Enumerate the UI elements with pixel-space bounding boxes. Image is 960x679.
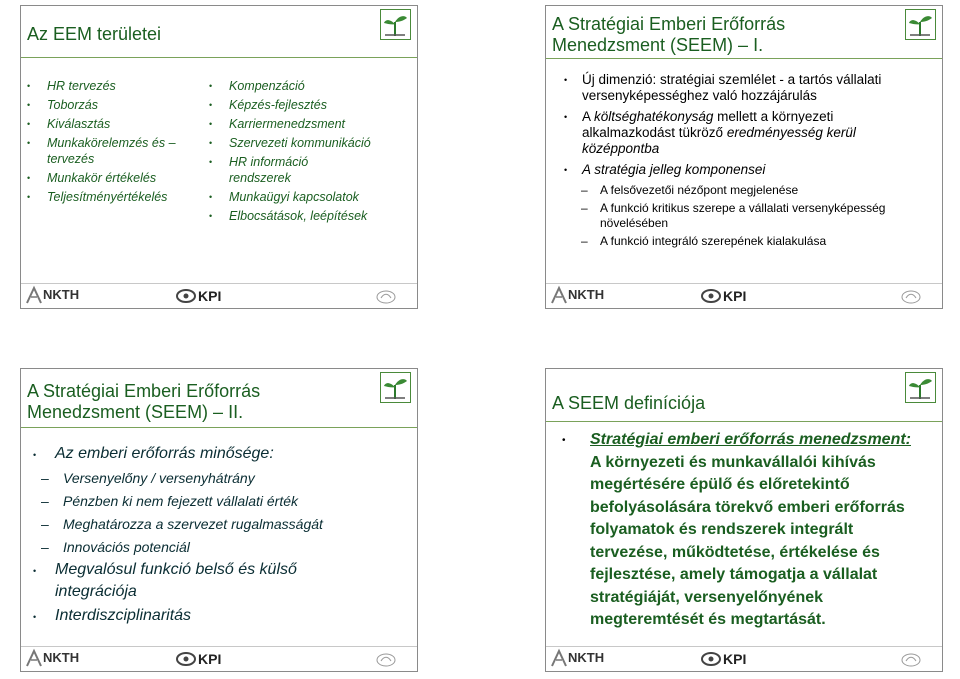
- slide-title: A SEEM definíciója: [552, 393, 706, 413]
- list-item: • A költséghatékonyság mellett a környezeti alkalmazkodást tükröző eredményesség kerül középpontba: [564, 109, 856, 156]
- list-item: • Elbocsátások, leépítések: [209, 209, 368, 223]
- sub-list-item: – Innovációs potenciál: [41, 539, 190, 555]
- list-item: • Karriermenedzsment: [209, 117, 346, 131]
- areas-list-left: [27, 78, 187, 208]
- list-item: • Stratégiai emberi erőforrás menedzsment: A környezeti és munkavállalói kihívás megértésére épülő és előretekintő befolyásolására törekvő emberi erőforrás folyamatok és rendszerek integrált tervezése, működtetése, értékelése és fejlesztése, amely támogatja a vállalat stratégiáját, versenyelőnyének megteremtését és megtartását.: [562, 431, 911, 628]
- list-item: • Képzés-fejlesztés: [209, 98, 327, 112]
- seem-1-list: [564, 72, 916, 252]
- list-item: • Munkakör értékelés: [27, 171, 157, 185]
- slide-footer: [21, 283, 417, 308]
- nkth-logo: NKTH: [25, 285, 85, 305]
- list-item: • Interdiszciplinaritás: [33, 607, 192, 624]
- slide-seem-definition: [545, 368, 943, 672]
- slide-title: Az EEM területei: [27, 24, 162, 44]
- list-item: • Toborzás: [27, 98, 98, 112]
- list-item: • Kompenzáció: [209, 79, 305, 93]
- slide-title: A Stratégiai Emberi Erőforrás Menedzsment (SEEM) – I.: [552, 14, 786, 55]
- seem-2-list: [33, 443, 403, 629]
- stamp-icon: [900, 650, 922, 668]
- slide-eem-areas: [20, 5, 418, 309]
- list-item: • Új dimenzió: stratégiai szemlélet - a tartós vállalati versenyképességhez való hozzájárulás: [564, 72, 882, 103]
- sub-list-item: – Pénzben ki nem fejezett vállalati érték: [41, 493, 299, 509]
- defined-term: Stratégiai emberi erőforrás menedzsment:: [590, 431, 911, 448]
- title-divider: [21, 57, 417, 58]
- slide-seem-1: [545, 5, 943, 309]
- slide-title: A Stratégiai Emberi Erőforrás Menedzsment (SEEM) – II.: [27, 381, 261, 422]
- slide-footer: [546, 283, 942, 308]
- sprout-logo-icon: [905, 372, 936, 403]
- definition-text: A környezeti és munkavállalói kihívás megértésére épülő és előretekintő befolyásolására törekvő emberi erőforrás folyamatok és rendszerek integrált tervezése, működtetése, értékelése és fejlesztése, amely támogatja a vállalat stratégiáját, versenyelőnyének megteremtését és megtartását.: [590, 453, 905, 628]
- list-item: • Az emberi erőforrás minősége:: [33, 445, 274, 462]
- list-item: • Szervezeti kommunikáció: [209, 136, 371, 150]
- kpi-logo: KPI: [701, 650, 761, 668]
- list-item: • HR tervezés: [27, 79, 116, 93]
- sub-list-item: – A funkció integráló szerepének kialakulása: [581, 234, 827, 248]
- sprout-logo-icon: [380, 9, 411, 40]
- nkth-logo: NKTH: [550, 648, 610, 668]
- kpi-logo: KPI: [176, 650, 236, 668]
- sub-list-item: – Meghatározza a szervezet rugalmasságát: [41, 516, 323, 532]
- areas-list-right: [209, 78, 409, 227]
- slide-footer: [21, 646, 417, 671]
- list-item: • Munkakörelemzés és – tervezés: [27, 136, 176, 166]
- title-divider: [21, 427, 417, 428]
- slide-footer: [546, 646, 942, 671]
- seem-definition-list: [562, 429, 918, 632]
- sub-list-item: – A funkció kritikus szerepe a vállalati versenyképesség növelésében: [581, 201, 886, 230]
- stamp-icon: [375, 287, 397, 305]
- nkth-logo: NKTH: [25, 648, 85, 668]
- sprout-logo-icon: [905, 9, 936, 40]
- sprout-logo-icon: [380, 372, 411, 403]
- slide-seem-2: [20, 368, 418, 672]
- kpi-logo: KPI: [176, 287, 236, 305]
- stamp-icon: [900, 287, 922, 305]
- list-item: • Kiválasztás: [27, 117, 111, 131]
- list-item: • A stratégia jelleg komponensei: [564, 162, 766, 177]
- sub-list-item: – Versenyelőny / versenyhátrány: [41, 470, 255, 486]
- title-divider: [546, 421, 942, 422]
- list-item: • Teljesítményértékelés: [27, 190, 168, 204]
- nkth-logo: NKTH: [550, 285, 610, 305]
- list-item: • HR információ rendszerek: [209, 155, 309, 185]
- sub-list-item: – A felsővezetői nézőpont megjelenése: [581, 183, 799, 197]
- kpi-logo: KPI: [701, 287, 761, 305]
- title-divider: [546, 58, 942, 59]
- list-item: • Munkaügyi kapcsolatok: [209, 190, 359, 204]
- stamp-icon: [375, 650, 397, 668]
- list-item: • Megvalósul funkció belső és külső integrációja: [33, 561, 297, 600]
